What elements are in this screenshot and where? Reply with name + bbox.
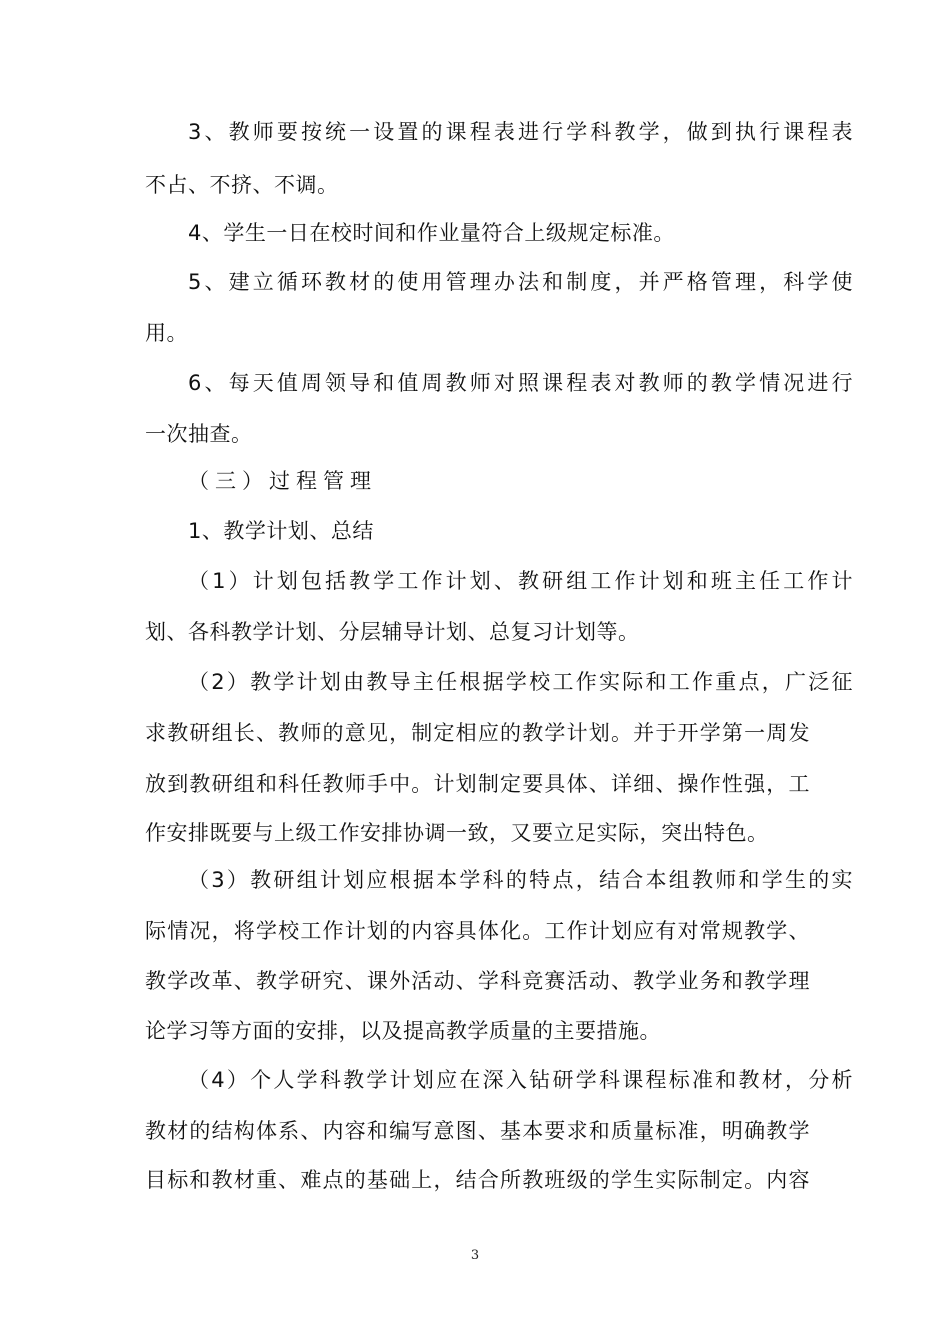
- paragraph-line: 论学习等方面的安排，以及提高教学质量的主要措施。: [145, 1019, 661, 1043]
- paragraph-line: 4、学生一日在校时间和作业量符合上级规定标准。: [188, 221, 675, 245]
- paragraph-line: 作安排既要与上级工作安排协调一致，又要立足实际，突出特色。: [145, 821, 769, 845]
- paragraph-line: 放到教研组和科任教师手中。计划制定要具体、详细、操作性强，工: [145, 772, 810, 796]
- section-heading: （三）过程管理: [188, 469, 377, 493]
- paragraph-line: 一次抽查。: [145, 422, 253, 446]
- paragraph-line: （3）教研组计划应根据本学科的特点，结合本组教师和学生的实: [188, 868, 853, 892]
- paragraph-line: （2）教学计划由教导主任根据学校工作实际和工作重点，广泛征: [188, 670, 853, 694]
- paragraph-line: （1）计划包括教学工作计划、教研组工作计划和班主任工作计: [188, 569, 853, 593]
- paragraph-line: （4）个人学科教学计划应在深入钻研学科课程标准和教材，分析: [188, 1068, 853, 1092]
- paragraph-line: 目标和教材重、难点的基础上，结合所教班级的学生实际制定。内容: [145, 1168, 810, 1192]
- paragraph-line: 3、教师要按统一设置的课程表进行学科教学，做到执行课程表: [188, 120, 853, 144]
- paragraph-line: 求教研组长、教师的意见，制定相应的教学计划。并于开学第一周发: [145, 721, 810, 745]
- paragraph-line: 际情况，将学校工作计划的内容具体化。工作计划应有对常规教学、: [145, 919, 810, 943]
- paragraph-line: 用。: [145, 321, 188, 345]
- paragraph-line: 教材的结构体系、内容和编写意图、基本要求和质量标准，明确教学: [145, 1119, 810, 1143]
- paragraph-line: 5、建立循环教材的使用管理办法和制度，并严格管理，科学使: [188, 270, 853, 294]
- page-number: 3: [470, 1248, 480, 1263]
- paragraph-line: 不占、不挤、不调。: [145, 173, 339, 197]
- paragraph-line: 6、每天值周领导和值周教师对照课程表对教师的教学情况进行: [188, 371, 853, 395]
- paragraph-line: 划、各科教学计划、分层辅导计划、总复习计划等。: [145, 620, 640, 644]
- paragraph-line: 教学改革、教学研究、课外活动、学科竞赛活动、教学业务和教学理: [145, 969, 810, 993]
- subsection-heading: 1、教学计划、总结: [188, 519, 374, 543]
